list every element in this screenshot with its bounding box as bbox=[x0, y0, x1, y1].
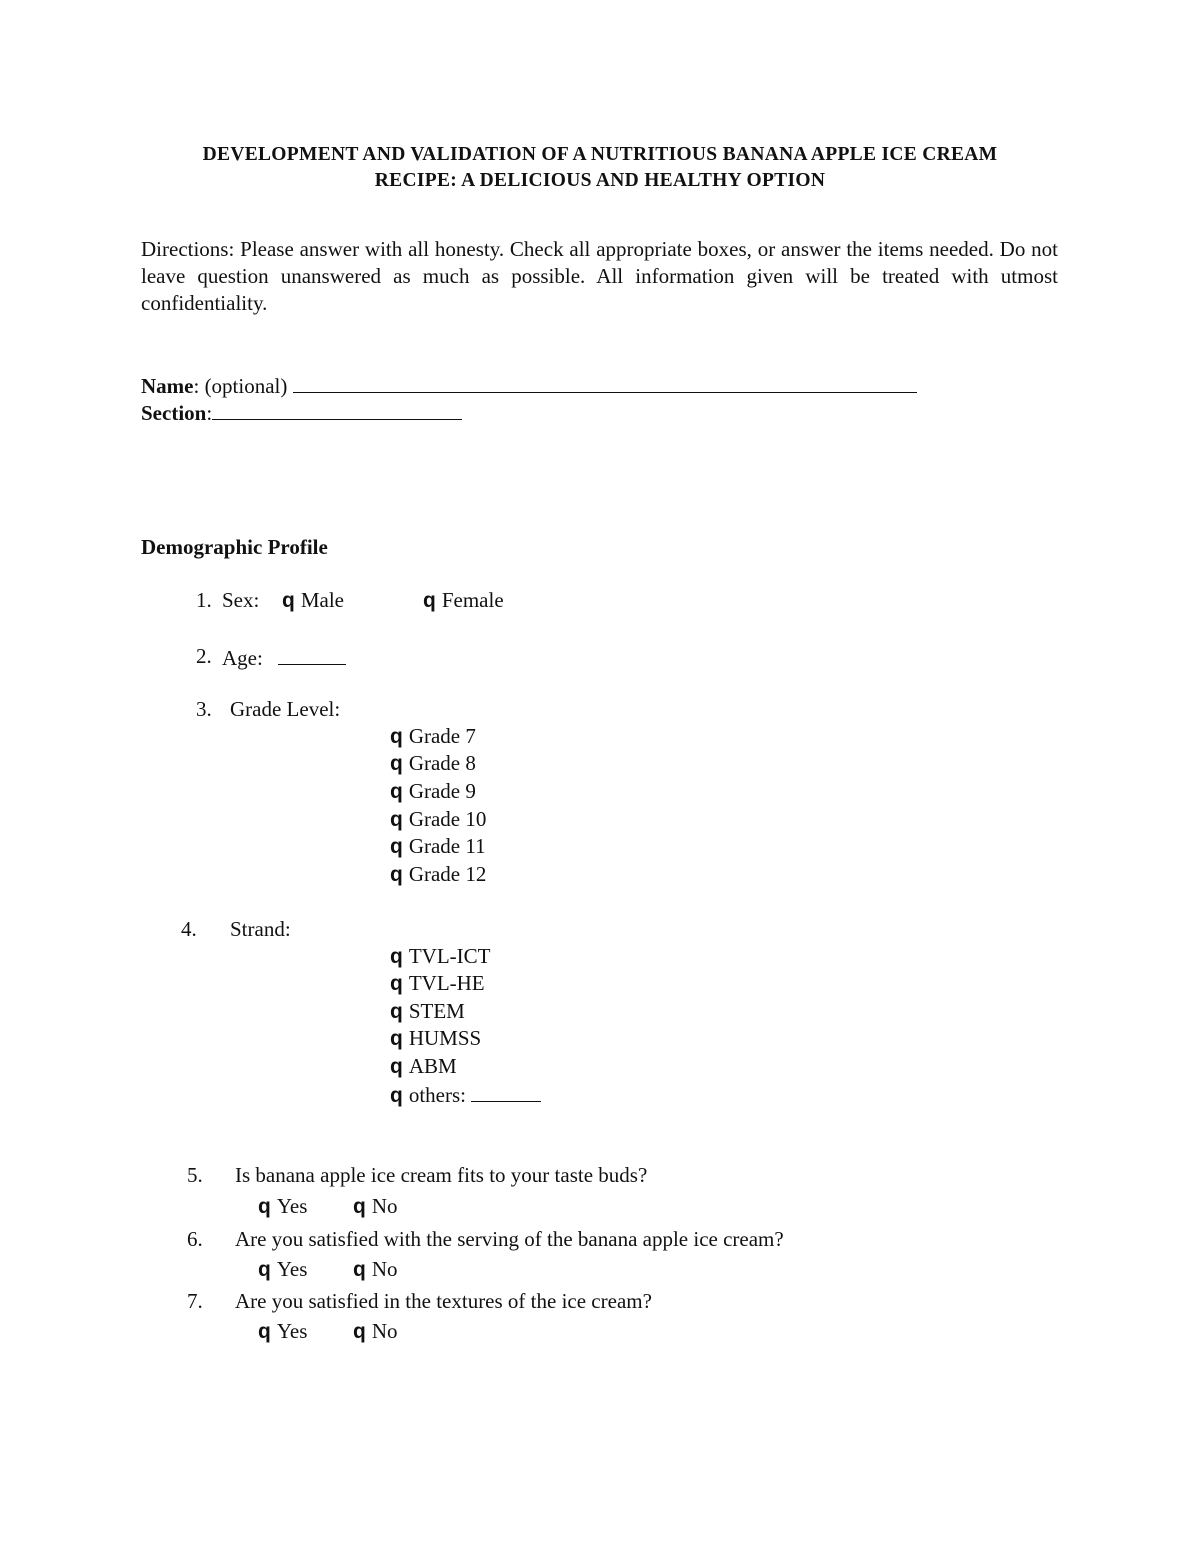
checkbox-icon[interactable]: q bbox=[390, 1084, 403, 1107]
q7-option-label: No bbox=[371, 1319, 398, 1343]
q3-option-grade-10[interactable] bbox=[390, 809, 486, 830]
q4-option-label: TVL-HE bbox=[408, 971, 485, 995]
checkbox-icon[interactable]: q bbox=[390, 972, 403, 995]
name-hint: : (optional) bbox=[193, 374, 293, 398]
q3-number: 3. bbox=[196, 697, 212, 721]
checkbox-icon[interactable]: q bbox=[390, 808, 403, 831]
q6-option-no[interactable] bbox=[353, 1259, 398, 1280]
q6-number: 6. bbox=[187, 1227, 203, 1251]
q2-number: 2. bbox=[196, 644, 212, 668]
q4-option-abm[interactable] bbox=[390, 1056, 457, 1077]
checkbox-icon[interactable]: q bbox=[390, 1027, 403, 1050]
checkbox-icon[interactable]: q bbox=[282, 589, 295, 612]
checkbox-icon[interactable]: q bbox=[390, 780, 403, 803]
checkbox-icon[interactable]: q bbox=[390, 1000, 403, 1023]
section-blank-line[interactable] bbox=[212, 401, 462, 420]
age-blank-line[interactable] bbox=[278, 646, 346, 665]
q4-option-tvl-he[interactable] bbox=[390, 973, 485, 994]
q7-question: Are you satisfied in the textures of the ice cream? bbox=[235, 1289, 652, 1313]
q4-option-label: HUMSS bbox=[408, 1026, 482, 1050]
checkbox-icon[interactable]: q bbox=[390, 835, 403, 858]
q3-option-label: Grade 9 bbox=[408, 779, 476, 803]
q3-option-grade-7[interactable] bbox=[390, 726, 476, 747]
q2-age-field[interactable] bbox=[222, 646, 346, 669]
q7-number: 7. bbox=[187, 1289, 203, 1313]
name-label: Name bbox=[141, 374, 194, 398]
q4-option-label: STEM bbox=[408, 999, 465, 1023]
checkbox-icon[interactable]: q bbox=[258, 1258, 271, 1281]
directions-paragraph: Directions: Please answer with all honesty. Check all appropriate boxes, or answer the items needed. Do not leave question unanswered as much as possible. All information given will be treated with utmost confidentiality. bbox=[141, 237, 1058, 315]
q3-option-label: Grade 12 bbox=[408, 862, 487, 886]
q4-option-stem[interactable] bbox=[390, 1001, 465, 1022]
checkbox-icon[interactable]: q bbox=[353, 1258, 366, 1281]
q6-option-label: No bbox=[371, 1257, 398, 1281]
q6-option-yes[interactable] bbox=[258, 1259, 307, 1280]
q4-label: Strand: bbox=[230, 917, 291, 941]
checkbox-icon[interactable]: q bbox=[353, 1320, 366, 1343]
q5-option-label: No bbox=[371, 1194, 398, 1218]
q4-option-label: others: bbox=[408, 1083, 472, 1107]
q4-option-others[interactable] bbox=[390, 1083, 541, 1106]
q3-option-label: Grade 8 bbox=[408, 751, 476, 775]
q4-option-tvl-ict[interactable] bbox=[390, 946, 490, 967]
q4-number: 4. bbox=[181, 917, 197, 941]
q3-option-label: Grade 7 bbox=[408, 724, 476, 748]
others-blank-line[interactable] bbox=[471, 1083, 541, 1102]
section-field[interactable] bbox=[141, 401, 462, 424]
q1-number: 1. bbox=[196, 588, 212, 612]
q5-option-yes[interactable] bbox=[258, 1196, 307, 1217]
checkbox-icon[interactable]: q bbox=[390, 945, 403, 968]
document-title-line-1: DEVELOPMENT AND VALIDATION OF A NUTRITIOUS BANANA APPLE ICE CREAM bbox=[202, 144, 998, 165]
q3-option-grade-11[interactable] bbox=[390, 836, 486, 857]
q4-option-label: ABM bbox=[408, 1054, 457, 1078]
checkbox-icon[interactable]: q bbox=[390, 1055, 403, 1078]
q5-question: Is banana apple ice cream fits to your taste buds? bbox=[235, 1163, 648, 1187]
checkbox-icon[interactable]: q bbox=[390, 752, 403, 775]
checkbox-icon[interactable]: q bbox=[258, 1195, 271, 1218]
q7-option-no[interactable] bbox=[353, 1321, 398, 1342]
q6-question: Are you satisfied with the serving of the banana apple ice cream? bbox=[235, 1227, 784, 1251]
q1-option-label: Female bbox=[441, 588, 504, 612]
q5-number: 5. bbox=[187, 1163, 203, 1187]
q3-option-label: Grade 10 bbox=[408, 807, 487, 831]
name-blank-line[interactable] bbox=[293, 374, 917, 393]
section-label: Section bbox=[141, 401, 207, 425]
checkbox-icon[interactable]: q bbox=[390, 863, 403, 886]
q5-option-label: Yes bbox=[276, 1194, 308, 1218]
q4-option-humss[interactable] bbox=[390, 1028, 481, 1049]
q3-label: Grade Level: bbox=[230, 697, 341, 721]
q1-label: Sex: bbox=[222, 588, 260, 612]
checkbox-icon[interactable]: q bbox=[353, 1195, 366, 1218]
q7-option-yes[interactable] bbox=[258, 1321, 307, 1342]
q7-option-label: Yes bbox=[276, 1319, 308, 1343]
q2-label: Age: bbox=[222, 646, 263, 670]
q3-option-label: Grade 11 bbox=[408, 834, 486, 858]
q3-option-grade-12[interactable] bbox=[390, 864, 486, 885]
name-field[interactable] bbox=[141, 374, 917, 397]
q1-option-male[interactable] bbox=[282, 590, 344, 611]
checkbox-icon[interactable]: q bbox=[423, 589, 436, 612]
checkbox-icon[interactable]: q bbox=[390, 725, 403, 748]
checkbox-icon[interactable]: q bbox=[258, 1320, 271, 1343]
q5-option-no[interactable] bbox=[353, 1196, 398, 1217]
q1-option-label: Male bbox=[300, 588, 344, 612]
demographic-profile-heading: Demographic Profile bbox=[141, 535, 328, 559]
q1-option-female[interactable] bbox=[423, 590, 504, 611]
q3-option-grade-9[interactable] bbox=[390, 781, 476, 802]
document-title-line-2: RECIPE: A DELICIOUS AND HEALTHY OPTION bbox=[374, 170, 826, 191]
section-colon: : bbox=[206, 401, 213, 425]
q4-option-label: TVL-ICT bbox=[408, 944, 491, 968]
q3-option-grade-8[interactable] bbox=[390, 753, 476, 774]
q6-option-label: Yes bbox=[276, 1257, 308, 1281]
